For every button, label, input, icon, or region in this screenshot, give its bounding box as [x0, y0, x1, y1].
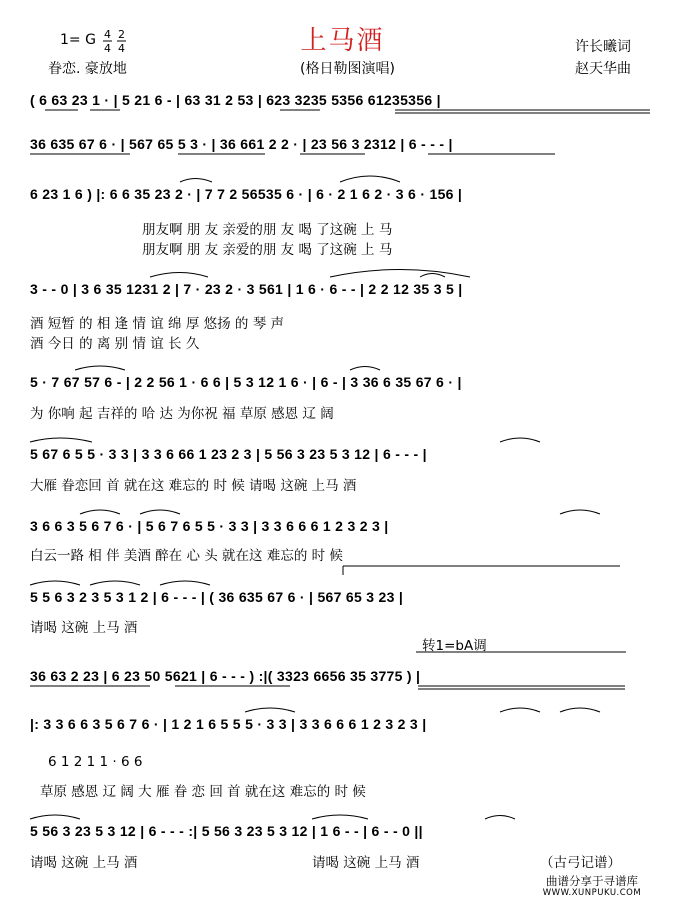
meter-b-bottom: 4: [118, 42, 125, 55]
key-signature: 1= G: [60, 32, 96, 48]
alternate-notes-line: 6 1 2 1 1 · 6 6: [48, 754, 143, 770]
lyrics-line-10: 草原 感恩 辽 阔 大 雁 眷 恋 回 首 就在这 难忘的 时 候: [40, 784, 366, 800]
lyrics-line-4-verse-1: 酒 短暂 的 相 逢 情 谊 绵 厚 悠扬 的 琴 声: [30, 316, 284, 332]
score-line-10: |: 3 3 6 6 3 5 6 7 6 · | 1 2 1 6 5 5 5 · 3 3 | 3 3 6 6 6 1 2 3 2 3 |: [30, 716, 427, 732]
performance-style: 眷恋. 豪放地: [48, 61, 127, 77]
score-line-8: 5 5 6 3 2 3 5 3 1 2 | 6 - - - | ( 36 635 67 6 · | 567 65 3 23 |: [30, 589, 404, 605]
site-watermark: [512, 874, 672, 898]
performer-subtitle: (格日勒图演唱): [300, 61, 395, 77]
recorder-credit: （古弓记谱）: [540, 855, 621, 871]
lyrics-line-3-verse-1: 朋友啊 朋 友 亲爱的朋 友 喝 了这碗 上 马: [142, 222, 393, 238]
meter-a-bottom: 4: [104, 42, 111, 55]
lyrics-line-6: 大雁 眷恋回 首 就在这 难忘的 时 候 请喝 这碗 上马 酒: [30, 478, 357, 494]
score-line-7: 3 6 6 3 5 6 7 6 · | 5 6 7 6 5 5 · 3 3 | 3 3 6 6 6 1 2 3 2 3 |: [30, 518, 389, 534]
score-line-11: 5 56 3 23 5 3 12 | 6 - - - :| 5 56 3 23 5 3 12 | 1 6 - - | 6 - - 0 ||: [30, 823, 423, 839]
modulation-marking: 转1=bA调: [422, 638, 487, 654]
score-line-4: 3 - - 0 | 3 6 35 1231 2 | 7 · 23 2 · 3 561 | 1 6 · 6 - - | 2 2 12 35 3 5 |: [30, 281, 463, 297]
meter-b-top: 2: [118, 28, 125, 41]
lyrics-line-7: 白云一路 相 伴 美酒 醉在 心 头 就在这 难忘的 时 候: [30, 548, 343, 564]
watermark-url: WWW.XUNPUKU.COM: [542, 888, 642, 898]
lyrics-line-4-verse-2: 酒 今日 的 离 别 情 谊 长 久: [30, 336, 200, 352]
lyrics-line-11-part-a: 请喝 这碗 上马 酒: [30, 855, 138, 871]
song-title: 上马酒: [300, 26, 385, 56]
lyrics-line-8: 请喝 这碗 上马 酒: [30, 620, 138, 636]
meter-a-top: 4: [104, 28, 111, 41]
score-line-6: 5 67 6 5 5 · 3 3 | 3 3 6 66 1 23 2 3 | 5 56 3 23 5 3 12 | 6 - - - |: [30, 446, 427, 462]
score-line-2: 36 635 67 6 · | 567 65 5 3 · | 36 661 2 2 · | 23 56 3 2312 | 6 - - - |: [30, 136, 453, 152]
score-line-3: 6 23 1 6 ) |: 6 6 35 23 2 · | 7 7 2 56535 6 · | 6 · 2 1 6 2 · 3 6 · 156 |: [30, 186, 463, 202]
score-line-1: ( 6 63 23 1 · | 5 21 6 - | 63 31 2 53 | 623 3235 5356 61235356 |: [30, 92, 441, 108]
lyricist-credit: 许长曦词: [575, 39, 631, 55]
watermark-text: 曲谱分享于寻谱库: [546, 874, 638, 888]
lyrics-line-11-part-b: 请喝 这碗 上马 酒: [312, 855, 420, 871]
lyrics-line-5: 为 你响 起 吉祥的 哈 达 为你祝 福 草原 感恩 辽 阔: [30, 406, 334, 422]
score-line-9: 36 63 2 23 | 6 23 50 5621 | 6 - - - ) :|( 3323 6656 35 3775 ) |: [30, 668, 421, 684]
composer-credit: 赵天华曲: [575, 61, 631, 77]
lyrics-line-3-verse-2: 朋友啊 朋 友 亲爱的朋 友 喝 了这碗 上 马: [142, 242, 393, 258]
score-line-5: 5 · 7 67 57 6 - | 2 2 56 1 · 6 6 | 5 3 12 1 6 · | 6 - | 3 36 6 35 67 6 · |: [30, 374, 462, 390]
